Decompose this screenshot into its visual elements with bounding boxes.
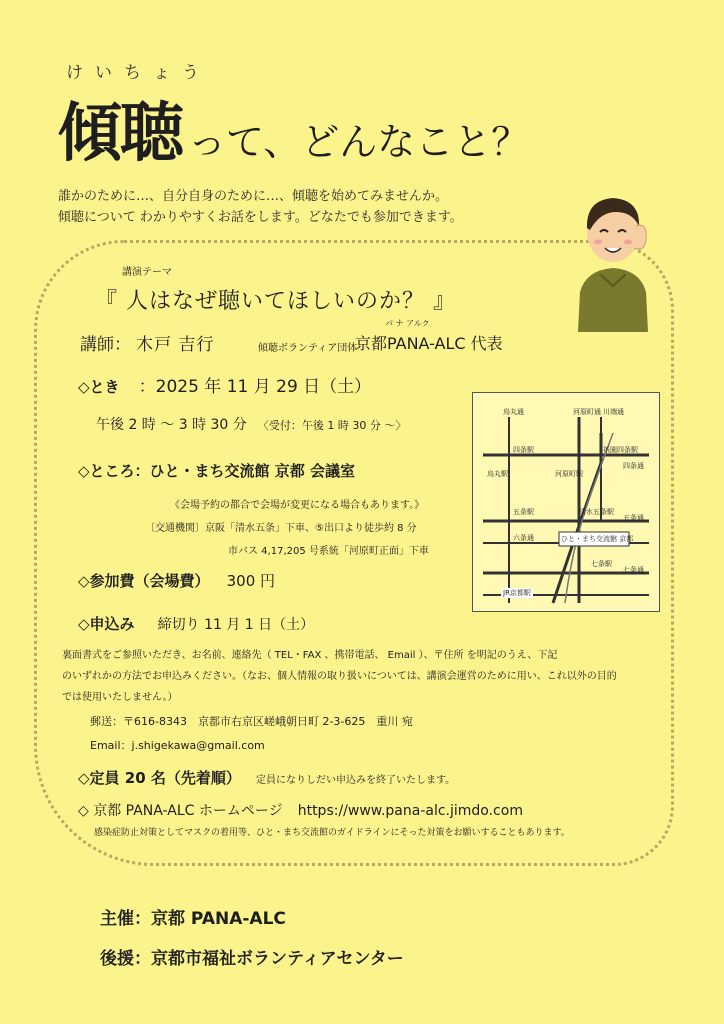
sponsor: 後援：京都市福祉ボランティアセンター bbox=[100, 949, 404, 969]
map-venue: ひと・まち交流館 京都 bbox=[561, 535, 634, 543]
apply-deadline: 締切り 11 月 1 日（土） bbox=[157, 617, 315, 633]
theme-label: 講演テーマ bbox=[122, 267, 172, 278]
apply-mail: 郵送：〒616-8343 京都市右京区嵯峨朝日町 2-3-625 重川 宛 bbox=[90, 715, 413, 728]
map-station-gion-shijo: 祇園四条駅 bbox=[603, 446, 638, 454]
where-note: 《会場予約の都合で会場が変更になる場合もあります。》 bbox=[170, 500, 425, 511]
when-reception: 〈受付：午後 1 時 30 分 ～〉 bbox=[257, 419, 407, 432]
capacity-label: ◇定員 20 名（先着順） bbox=[78, 769, 241, 787]
apply-row bbox=[78, 613, 314, 634]
fee-label: ◇参加費（会場費） bbox=[78, 572, 210, 590]
when-row bbox=[78, 372, 371, 397]
apply-text-3: では使用いたしません。） bbox=[62, 692, 178, 703]
title-rest: って、どんなこと？ bbox=[188, 120, 530, 164]
speaker-label: 講師： bbox=[80, 335, 131, 355]
apply-text-1: 裏面書式をご参照いただき、お名前、連絡先（ TEL・FAX 、携帯電話、 Email ）、〒住所 を明記のうえ、下記 bbox=[62, 650, 558, 661]
capacity-row bbox=[78, 767, 455, 788]
title-main: 傾聴 bbox=[58, 97, 182, 171]
when-label: ◇とき bbox=[78, 378, 120, 396]
map-street-rokujo: 六条通 bbox=[513, 534, 534, 542]
org-type: 傾聴ボランティア団体 bbox=[258, 343, 358, 354]
homepage-url[interactable]: https://www.pana-alc.jimdo.com bbox=[297, 803, 523, 819]
page-title bbox=[58, 82, 529, 174]
time-row bbox=[96, 414, 406, 434]
intro-line-1: 誰かのために…、自分自身のために…、傾聴を始めてみませんか。 bbox=[58, 189, 449, 204]
map-street-karasuma: 烏丸通 bbox=[503, 408, 524, 416]
map-station-jr-kyoto: JR京都駅 bbox=[503, 589, 531, 597]
map-station-kawaramachi: 河原町駅 bbox=[555, 470, 583, 478]
homepage-row bbox=[78, 800, 523, 820]
map-street-shijo: 四条通 bbox=[623, 462, 644, 470]
where-label: ◇ところ：ひと・まち交流館 京都 会議室 bbox=[78, 462, 355, 480]
fee-value: 300 円 bbox=[226, 572, 276, 590]
map-drawing bbox=[473, 393, 659, 611]
fee-row bbox=[78, 570, 275, 591]
when-date: ：2025 年 11 月 29 日（土） bbox=[138, 377, 372, 397]
map-station-shichijo: 七条駅 bbox=[591, 560, 612, 568]
map-station-kiyomizu-gojo: 清水五条駅 bbox=[579, 508, 614, 516]
org-name: 京都PANA-ALC 代表 bbox=[355, 334, 503, 353]
homepage-note: 感染症防止対策としてマスクの着用等、ひと・まち交流館のガイドラインにそった対策をお願いすることもあります。 bbox=[94, 828, 570, 838]
org-ruby: パ ナ アルク bbox=[385, 319, 430, 328]
map-station-shijo: 四条駅 bbox=[513, 446, 534, 454]
person-illustration bbox=[578, 182, 648, 332]
intro-line-2: 傾聴について わかりやすくお話をします。どなたでも参加できます。 bbox=[58, 210, 463, 225]
speaker-row bbox=[80, 330, 215, 355]
apply-label: ◇申込み bbox=[78, 615, 135, 633]
transit-line-2: 市バス 4,17,205 号系統「河原町正面」下車 bbox=[228, 546, 429, 557]
lecture-theme: 『 人はなぜ聴いてほしいのか？ 』 bbox=[95, 289, 456, 314]
when-time: 午後 2 時 ～ 3 時 30 分 bbox=[96, 417, 247, 433]
map-station-karasuma: 烏丸駅 bbox=[487, 470, 508, 478]
map-station-gojo: 五条駅 bbox=[513, 508, 534, 516]
access-map bbox=[472, 392, 660, 612]
title-ruby: けいちょう bbox=[66, 63, 211, 83]
map-street-gojo: 五条通 bbox=[623, 514, 644, 522]
apply-email: Email：j.shigekawa@gmail.com bbox=[90, 739, 265, 752]
map-street-shichijo: 七条通 bbox=[623, 566, 644, 574]
map-street-kawaramachi: 河原町通 bbox=[573, 408, 601, 416]
transit-line-1: 〔交通機関〕京阪「清水五条」下車、⑤出口より徒歩約 8 分 bbox=[145, 523, 417, 534]
homepage-label: ◇ 京都 PANA-ALC ホームページ bbox=[78, 803, 283, 819]
speaker-name: 木戸 吉行 bbox=[136, 335, 215, 355]
apply-text-2: のいずれかの方法でお申込みください。（なお、個人情報の取り扱いについては、講演会運営のために用い、これ以外の目的 bbox=[62, 671, 617, 682]
organizer: 主催：京都 PANA-ALC bbox=[100, 909, 286, 929]
map-street-kawabata: 川端通 bbox=[603, 408, 624, 416]
capacity-note: 定員になりしだい申込みを終了いたします。 bbox=[255, 775, 456, 786]
